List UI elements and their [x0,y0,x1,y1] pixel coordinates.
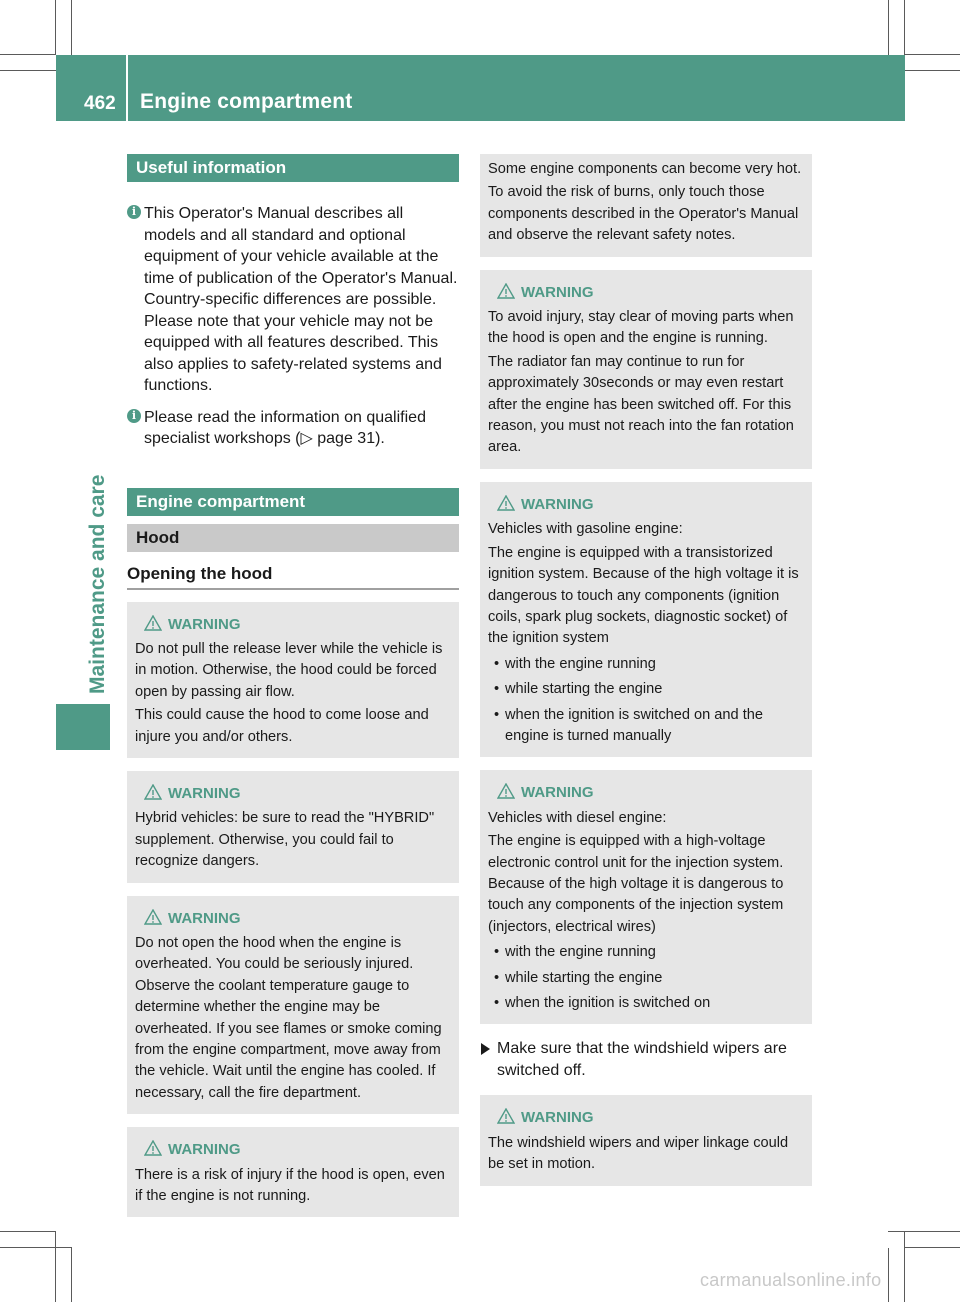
warning-text: To avoid injury, stay clear of moving parts when the hood is open and the engine is running. [488,309,794,347]
instruction-step [480,1038,812,1081]
subsection-heading-hood: Hood [127,524,459,552]
crop-mark [0,1247,72,1248]
warning-title-text: WARNING [521,1109,594,1127]
info-icon: i [127,409,141,423]
warning-title-text: WARNING [521,784,594,802]
warning-text: The engine is equipped with a high-voltage electronic control unit for the injection system. Because of the high voltage it is dangerous to touch any components of the injection system (injectors, electrical wires) [488,833,784,935]
warning-title-text: WARNING [521,283,594,301]
warning-title [488,494,805,515]
crop-mark [71,1248,72,1302]
list-item: • when the ignition is switched on and the engine is turned manually [488,705,805,748]
instruction-text: Make sure that the windshield wipers are switched off. [497,1040,787,1079]
info-text: Please read the information on qualified specialist workshops (▷ page 31). [144,408,426,447]
warning-text: Hybrid vehicles: be sure to read the "HYBRID" supplement. Otherwise, you could fail to recognize dangers. [135,810,435,870]
caution-box [480,154,812,257]
list-item: • while starting the engine [488,968,805,989]
crop-mark [55,0,56,55]
warning-text: Do not open the hood when the engine is overheated. You could be seriously injured. Observe the coolant temperature gauge to determine whether the engine may be overheated. If you see flames or smoke coming from the engine compartment, move away from the vehicle. Wait until the engine has cooled. If necessary, call the fire department. [135,934,442,1101]
page-title: Engine compartment [140,90,353,113]
warning-triangle-icon [497,495,515,511]
warning-text: Vehicles with gasoline engine: [488,521,683,538]
useful-info-heading: Useful information [127,154,459,182]
caution-text: To avoid the risk of burns, only touch those components described in the Operator's Manual and observe the relevant safety notes. [488,184,799,244]
crop-mark [905,54,960,55]
warning-title [135,1139,452,1160]
list-item: • when the ignition is switched on [488,993,805,1014]
warning-box [480,1095,812,1185]
warning-title-text: WARNING [168,909,241,927]
crop-mark [55,1232,56,1302]
info-text: This Operator's Manual describes all models and all standard and optional equipment of your vehicle available at the time of publication of the Operator's Manual. Country-specific differences are possible. Please note that your vehicle may not be equipped with all features described. This also applies to safety-related systems and functions. [144,205,458,394]
warning-triangle-icon [144,615,162,631]
arrow-right-icon [481,1043,490,1055]
warning-text: The windshield wipers and wiper linkage could be set in motion. [488,1134,789,1173]
warning-title-text: WARNING [168,784,241,802]
crop-mark [888,1248,889,1302]
warning-triangle-icon [144,1140,162,1156]
list-item: • while starting the engine [488,679,805,700]
warning-box [480,770,812,1024]
caution-text: Some engine components can become very hot. [488,161,802,177]
warning-text: The engine is equipped with a transistorized ignition system. Because of the high voltage it is dangerous to touch any components (ignition coils, spark plug sockets, diagnostic socket) of the ignition system [488,544,799,647]
watermark: carmanualsonline.info [700,1270,882,1290]
side-tab-label: Maintenance and care [86,474,109,694]
warning-title [488,282,805,303]
warning-triangle-icon [144,909,162,925]
side-tab-block [56,704,110,750]
warning-title [135,783,452,804]
crop-mark [0,70,56,71]
warning-triangle-icon [144,784,162,800]
warning-text: The radiator fan may continue to run for approximately 30seconds or may even restart after the engine has been switched off. For this reason, you must not reach into the fan rotation area. [488,353,794,456]
page-number: 462 [84,93,116,114]
crop-mark [905,70,960,71]
header-divider [126,55,128,121]
warning-text: There is a risk of injury if the hood is open, even if the engine is not running. [135,1166,445,1205]
crop-mark [904,1247,960,1248]
crop-mark [888,0,889,55]
bullet-list [488,654,805,748]
info-note [127,407,459,450]
list-item: • with the engine running [488,942,805,963]
crop-mark [904,0,905,55]
warning-title [135,908,452,929]
info-note [127,203,459,397]
crop-mark [0,1231,56,1232]
warning-box [480,482,812,757]
warning-title-text: WARNING [168,615,241,633]
warning-title [488,1107,805,1128]
warning-text: Do not pull the release lever while the vehicle is in motion. Otherwise, the hood could be forced open by passing air flow. [135,640,443,700]
warning-title [135,614,452,635]
heading-opening-the-hood: Opening the hood [127,564,459,590]
right-column [480,154,812,1186]
warning-title [488,782,805,803]
warning-box [127,896,459,1115]
crop-mark [904,1232,905,1302]
warning-title-text: WARNING [521,495,594,513]
warning-triangle-icon [497,1108,515,1124]
warning-title-text: WARNING [168,1141,241,1159]
warning-text: Vehicles with diesel engine: [488,809,667,826]
list-item: • with the engine running [488,654,805,675]
warning-triangle-icon [497,783,515,799]
bullet-list [488,942,805,1014]
warning-triangle-icon [497,283,515,299]
crop-mark [0,54,56,55]
warning-box [127,602,459,758]
warning-box [127,1127,459,1217]
crop-mark [888,1231,960,1232]
crop-mark [71,0,72,55]
info-icon: i [127,205,141,219]
section-heading-engine-compartment: Engine compartment [127,488,459,516]
warning-text: This could cause the hood to come loose and injure you and/or others. [135,707,429,745]
left-column [127,154,459,1217]
warning-box [127,771,459,883]
warning-box [480,270,812,469]
